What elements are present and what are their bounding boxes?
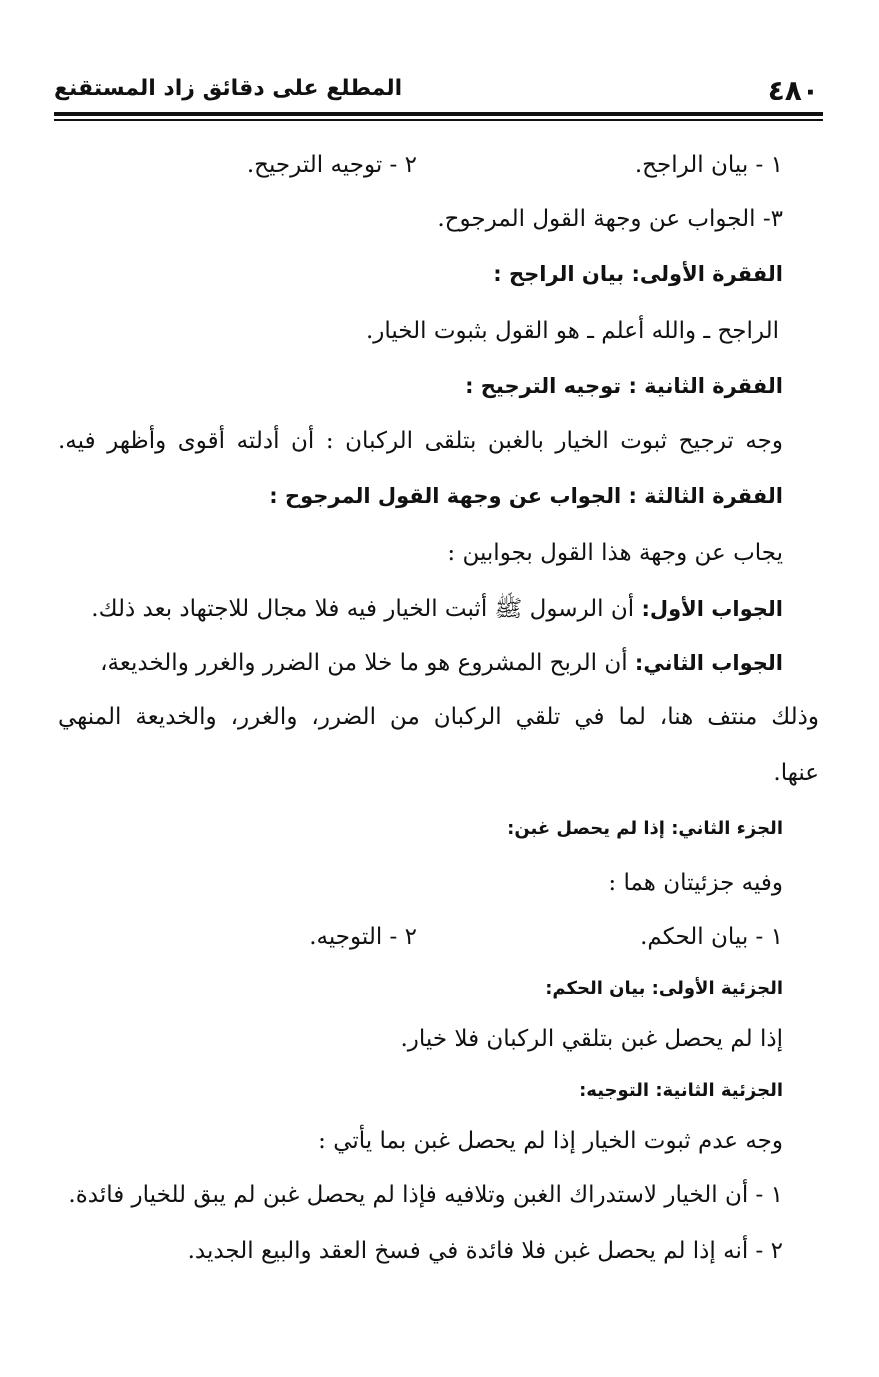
list-item: ١ - بيان الراجح. (634, 152, 783, 178)
paragraph-continuation: وذلك منتف هنا، لما في تلقي الركبان من الضرر، والغرر، والخديعة المنهي (58, 704, 819, 730)
page-number: ٤٨٠ (767, 74, 819, 107)
list-item: ١ - بيان الحكم. (640, 924, 783, 950)
paragraph: الراجح ـ والله أعلم ـ هو القول بثبوت الخيار. (365, 318, 779, 344)
answer-label: الجواب الثاني: (634, 651, 783, 675)
answer-paragraph (64, 594, 783, 628)
header-rule-thick (54, 112, 823, 116)
section-heading: الفقرة الثالثة : الجواب عن وجهة القول المرجوح : (269, 484, 783, 508)
answer-text: أن الرسول ﷺ أثبت الخيار فيه فلا مجال للاجتهاد بعد ذلك. (91, 596, 635, 622)
list-item: ٣- الجواب عن وجهة القول المرجوح. (437, 206, 783, 232)
list-item: ١ - أن الخيار لاستدراك الغبن وتلافيه فإذا لم يحصل غبن لم يبق للخيار فائدة. (68, 1182, 783, 1208)
paragraph: وفيه جزئيتان هما : (608, 870, 783, 896)
answer-paragraph (64, 650, 783, 676)
list-item: ٢ - التوجيه. (309, 924, 417, 950)
list-item: ٢ - أنه إذا لم يحصل غبن فلا فائدة في فسخ العقد والبيع الجديد. (187, 1238, 783, 1264)
section-heading: الجزئية الثانية: التوجيه: (579, 1080, 783, 1101)
paragraph-continuation: عنها. (773, 760, 819, 786)
book-title: المطلع على دقائق زاد المستقنع (54, 76, 403, 101)
section-heading: الفقرة الأولى: بيان الراجح : (493, 262, 783, 286)
paragraph: إذا لم يحصل غبن بتلقي الركبان فلا خيار. (400, 1026, 783, 1052)
answer-label: الجواب الأول: (641, 597, 783, 621)
answer-text: أن الربح المشروع هو ما خلا من الضرر والغرر والخديعة، (100, 650, 628, 676)
running-header (54, 74, 819, 110)
section-heading: الجزء الثاني: إذا لم يحصل غبن: (507, 818, 783, 839)
paragraph: وجه ترجيح ثبوت الخيار بالغبن بتلقى الركبان : أن أدلته أقوى وأظهر فيه. (58, 428, 783, 454)
list-item: ٢ - توجيه الترجيح. (246, 152, 417, 178)
paragraph: وجه عدم ثبوت الخيار إذا لم يحصل غبن بما يأتي : (318, 1128, 783, 1154)
section-heading: الفقرة الثانية : توجيه الترجيح : (465, 374, 783, 398)
section-heading: الجزئية الأولى: بيان الحكم: (545, 978, 783, 999)
paragraph: يجاب عن وجهة هذا القول بجوابين : (447, 540, 783, 566)
header-rule-thin (54, 119, 823, 121)
